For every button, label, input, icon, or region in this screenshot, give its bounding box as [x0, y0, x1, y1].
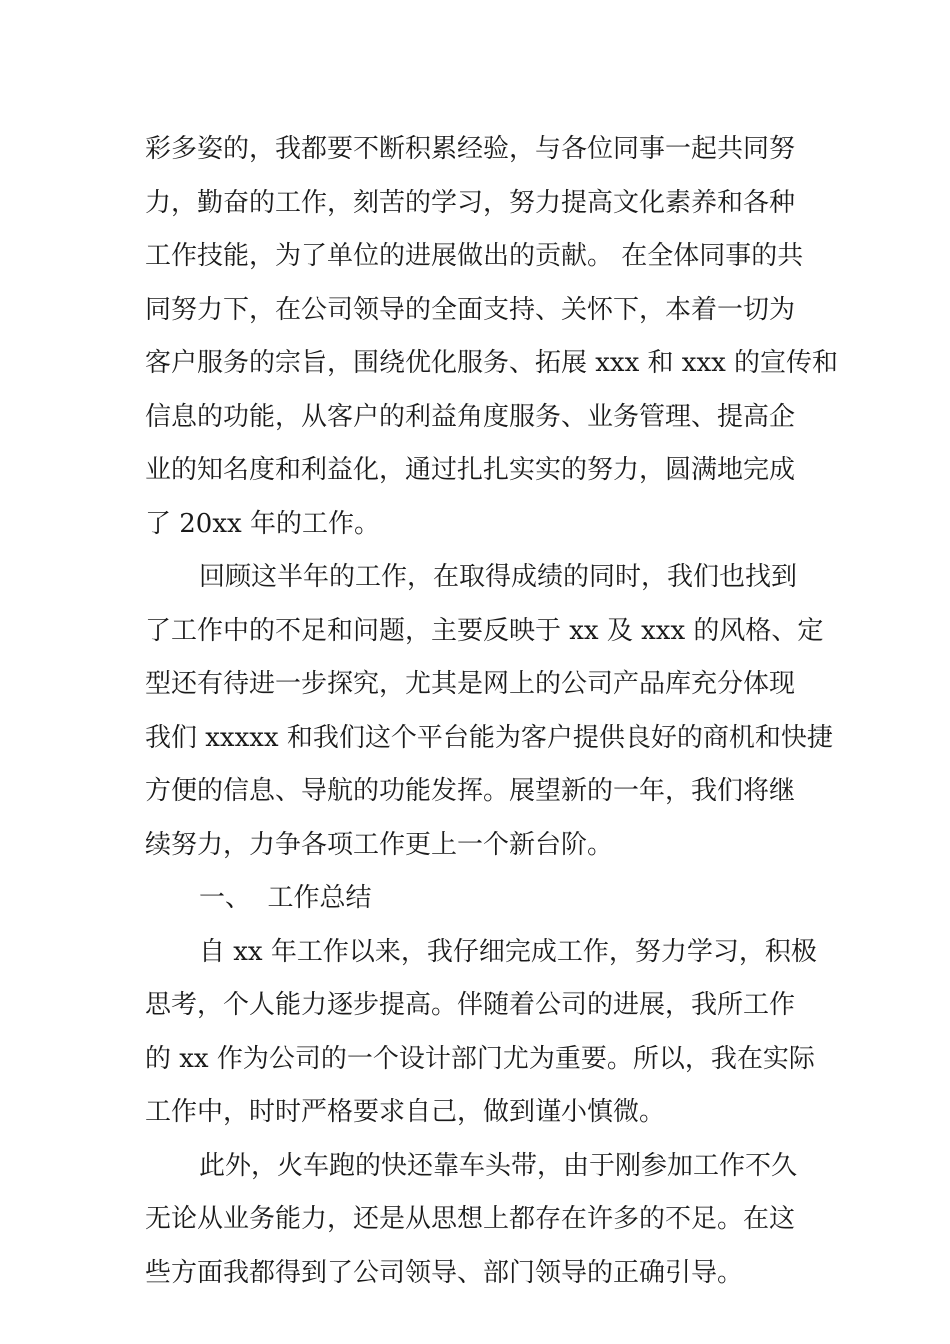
text-line: 续努力，力争各项工作更上一个新台阶。: [145, 829, 614, 860]
text-line: 思考，个人能力逐步提高。伴随着公司的进展，我所工作: [145, 990, 796, 1020]
text-line: 了工作中的不足和问题，主要反映于 xx 及 xxx 的风格、定: [145, 615, 824, 646]
text-line: 了 20xx 年的工作。: [145, 508, 380, 539]
text-line: 方便的信息、导航的功能发挥。展望新的一年，我们将继: [145, 776, 796, 806]
text-line: 同努力下，在公司领导的全面支持、关怀下，本着一切为: [145, 294, 796, 325]
text-line: 业的知名度和利益化，通过扎扎实实的努力，圆满地完成: [145, 455, 796, 485]
text-line: 力，勤奋的工作，刻苦的学习，努力提高文化素养和各种: [145, 187, 796, 218]
text-line: 工作技能，为了单位的进展做出的贡献。 在全体同事的共: [145, 241, 804, 271]
document-body: [145, 123, 839, 1300]
text-line: 些方面我都得到了公司领导、部门领导的正确引导。: [145, 1257, 744, 1288]
text-line: 彩多姿的，我都要不断积累经验，与各位同事一起共同努: [145, 134, 796, 164]
paragraph-first-line: 自 xx 年工作以来，我仔细完成工作，努力学习，积极: [199, 936, 817, 967]
paragraph-first-line: 此外，火车跑的快还靠车头带，由于刚参加工作不久: [199, 1150, 798, 1181]
text-line: 的 xx 作为公司的一个设计部门尤为重要。所以，我在实际: [145, 1043, 815, 1074]
text-line: 无论从业务能力，还是从思想上都存在许多的不足。在这: [145, 1204, 796, 1234]
section-heading: 一、 工作总结: [199, 883, 372, 913]
text-line: 客户服务的宗旨，围绕优化服务、拓展 xxx 和 xxx 的宣传和: [145, 348, 839, 378]
text-line: 我们 xxxxx 和我们这个平台能为客户提供良好的商机和快捷: [145, 722, 833, 753]
text-line: 工作中，时时严格要求自己，做到谨小慎微。: [145, 1097, 666, 1127]
paragraph-first-line: 回顾这半年的工作，在取得成绩的同时，我们也找到: [199, 562, 798, 592]
text-line: 型还有待进一步探究，尤其是网上的公司产品库充分体现: [145, 669, 796, 699]
text-line: 信息的功能，从客户的利益角度服务、业务管理、提高企: [145, 401, 796, 432]
